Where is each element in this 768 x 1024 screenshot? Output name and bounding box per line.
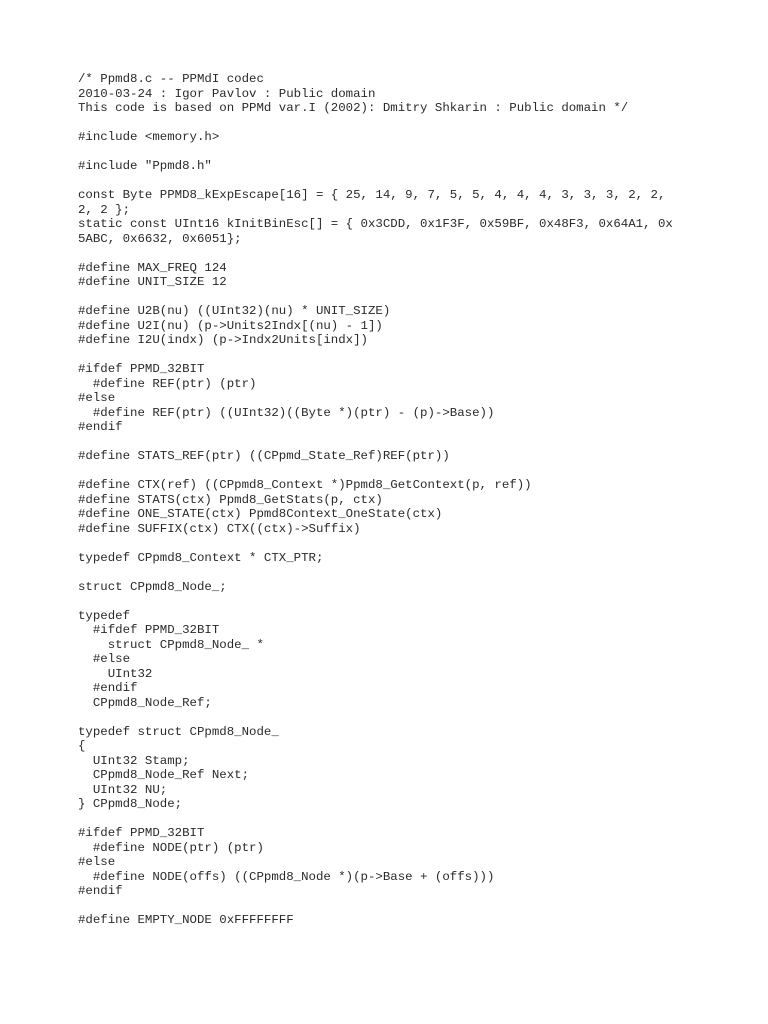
code-line <box>78 290 718 305</box>
code-line: #define REF(ptr) (ptr) <box>78 376 257 391</box>
code-line <box>78 435 718 450</box>
code-line: This code is based on PPMd var.I (2002): Dmitry Shkarin : Public domain */ <box>78 101 629 115</box>
code-line: 2, 2 }; <box>78 202 131 217</box>
code-line: typedef <box>78 608 131 623</box>
code-line: UInt32 Stamp; <box>78 753 190 768</box>
code-line: #endif <box>78 420 123 434</box>
code-line: #else <box>78 391 116 405</box>
code-line <box>78 464 718 479</box>
code-line <box>78 594 718 609</box>
code-line: #define UNIT_SIZE 12 <box>78 275 227 289</box>
code-line <box>78 116 718 131</box>
code-line <box>78 899 718 914</box>
code-line <box>78 174 718 189</box>
code-line: #endif <box>78 681 138 695</box>
code-line: static const UInt16 kInitBinEsc[] = { 0x3CDD, 0x1F3F, 0x59BF, 0x48F3, 0x64A1, 0x <box>78 217 673 231</box>
code-line: #define ONE_STATE(ctx) Ppmd8Context_OneState(ctx) <box>78 507 443 521</box>
code-line: typedef struct CPpmd8_Node_ <box>78 724 279 739</box>
source-code-block <box>78 72 718 928</box>
code-line: #include <memory.h> <box>78 130 220 144</box>
code-line: const Byte PPMD8_kExpEscape[16] = { 25, 14, 9, 7, 5, 5, 4, 4, 4, 3, 3, 3, 2, 2, <box>78 188 666 202</box>
code-line: #define U2B(nu) ((UInt32)(nu) * UNIT_SIZE) <box>78 304 391 318</box>
code-line: #include "Ppmd8.h" <box>78 159 212 173</box>
code-line: struct CPpmd8_Node_ * <box>78 637 264 652</box>
code-line: #ifdef PPMD_32BIT <box>78 362 205 376</box>
code-line <box>78 348 718 363</box>
code-line: /* Ppmd8.c -- PPMdI codec <box>78 72 264 86</box>
code-line: #define STATS(ctx) Ppmd8_GetStats(p, ctx) <box>78 492 383 507</box>
code-line: #define I2U(indx) (p->Indx2Units[indx]) <box>78 333 368 347</box>
code-line: #define SUFFIX(ctx) CTX((ctx)->Suffix) <box>78 521 361 536</box>
code-line: #define EMPTY_NODE 0xFFFFFFFF <box>78 913 294 927</box>
code-line: #define U2I(nu) (p->Units2Indx[(nu) - 1]) <box>78 318 383 333</box>
code-line: #else <box>78 652 131 666</box>
code-line <box>78 145 718 160</box>
code-line: #ifdef PPMD_32BIT <box>78 623 220 637</box>
code-line <box>78 710 718 725</box>
code-line <box>78 565 718 580</box>
code-line: #define STATS_REF(ptr) ((CPpmd_State_Ref)REF(ptr)) <box>78 449 450 463</box>
code-line: #define MAX_FREQ 124 <box>78 260 227 275</box>
code-line <box>78 246 718 261</box>
code-line: CPpmd8_Node_Ref Next; <box>78 768 250 782</box>
code-line: #endif <box>78 884 123 898</box>
code-line: #ifdef PPMD_32BIT <box>78 826 205 840</box>
code-line: #define CTX(ref) ((CPpmd8_Context *)Ppmd8_GetContext(p, ref)) <box>78 478 532 492</box>
code-line: UInt32 NU; <box>78 782 168 797</box>
code-line: #else <box>78 855 116 869</box>
code-line: CPpmd8_Node_Ref; <box>78 695 212 710</box>
code-line: } CPpmd8_Node; <box>78 797 183 811</box>
code-line: typedef CPpmd8_Context * CTX_PTR; <box>78 550 324 565</box>
code-line: { <box>78 739 86 753</box>
code-line: #define NODE(offs) ((CPpmd8_Node *)(p->Base + (offs))) <box>78 869 495 884</box>
code-line: 5ABC, 0x6632, 0x6051}; <box>78 231 242 246</box>
code-line: #define REF(ptr) ((UInt32)((Byte *)(ptr) - (p)->Base)) <box>78 405 495 420</box>
code-line: #define NODE(ptr) (ptr) <box>78 840 264 855</box>
code-line: UInt32 <box>78 666 153 681</box>
code-line: 2010-03-24 : Igor Pavlov : Public domain <box>78 86 376 101</box>
code-line <box>78 536 718 551</box>
code-line: struct CPpmd8_Node_; <box>78 579 227 594</box>
code-line <box>78 812 718 827</box>
